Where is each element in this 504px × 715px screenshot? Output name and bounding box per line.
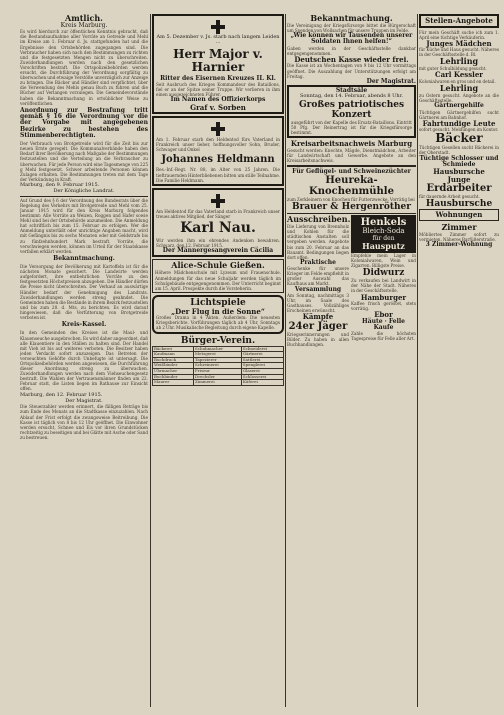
col1-office-a: Der Königliche Landrat.	[53, 188, 115, 195]
wohnungen-title: Wohnungen	[419, 209, 499, 221]
table-row: Uhrmacher Friseur Glaserei	[153, 368, 284, 374]
body-text: Für mein Geschäft suche ich zum 1. April eine tüchtige Verkäuferin.	[419, 29, 499, 40]
ausschreiben-title: Ausschreiben.	[287, 214, 351, 225]
didwuri-title: Didwurz	[362, 268, 405, 279]
kaufe-title: Kaufe	[373, 324, 394, 332]
kaempfe-title: Kämpfe	[302, 312, 334, 322]
body-text: Empfehle mein Lager in Kolonialwaren, Wein und Zigarren. Billigste Preise.	[351, 253, 416, 269]
ad1-name: Herr Major v. Harnier	[173, 46, 263, 74]
divider	[287, 165, 416, 167]
lehrling-b-title: Lehrling	[439, 83, 479, 94]
body-text: Es wird hierdurch zur öffentlichen Kenntnis gebracht, daß die Bestandsaufnahme aller Vorräte an Getreide und Mehl im Kreise am 1. Februar d. Js. stattgefunden hat und die Ergebnisse den Ortsbehörden zugegangen sind. Die Verbraucher haben sich nach den Bestimmungen zu richten und die festgesetzten Mengen nicht zu überschreiten. Zuwiderhandlungen werden nach den gesetzlichen Vorschriften bestraft. Die Ortspolizeibehörden werden ersucht, die Durchführung der Verordnung sorgfältig zu überwachen und etwaige Verstöße unverzüglich zur Anzeige zu bringen. Die Bäcker und Händler sind verpflichtet, über die Verwendung des Mehls genau Buch zu führen und die Bücher auf Verlangen vorzulegen. Die Gemeindevorstände haben die Bekanntmachung in ortsüblicher Weise zu veröffentlichen.	[20, 29, 148, 106]
bottom-title: Bürger-Verein.	[180, 335, 256, 346]
column-4	[419, 14, 499, 707]
body-text: In den Gemeinden des Kreises ist die Maul- und Klauenseuche ausgebrochen. Es wird daher angeordnet, daß alle Klauentiere in den Ställen zu halten sind. Der Handel mit Vieh ist bis auf weiteres verboten. Die Besitzer haben jeden Verdacht sofort anzuzeigen. Das Betreten der verseuchten Gehöfte durch Unbefugte ist untersagt. Die Ortspolizeibehörden werden angewiesen, die Durchführung dieser Anordnung streng zu überwachen. Zuwiderhandlungen werden nach dem Viehseuchengesetz bestraft. Die Wahlen der Vertrauensmänner finden am 22. Februar statt, die Listen liegen im Rathause zur Einsicht offen.	[20, 330, 148, 392]
concert-ad	[287, 85, 416, 138]
body-text: für Küche und Haus gesucht. Näheres in der Geschäftsstelle d. Bl.	[419, 47, 499, 58]
table-row: Kaufmann Metzgerei Gärtnerei	[153, 352, 284, 358]
haeutfelle-title: Häute · Felle	[362, 317, 405, 325]
col1-headline: Anordnung zur Bestrafung tritt gemäß § 16 die Verordnung vor die der Vorgabe mit angegebenen Bezirke zu bestehen des Stimmenberechtigten.	[20, 106, 148, 139]
zimmer-title: Zimmer	[441, 221, 477, 232]
column-2	[152, 14, 284, 707]
body-text: Der Verbrauch von Brotgetreide wird für die Zeit bis zur neuen Ernte geregelt. Die Kommunalverbände haben den Bedarf ihrer Bevölkerung nach Maßgabe der Bestimmungen festzustellen und die Verteilung an die Verbraucher zu überwachen. Für jede Person wird eine Tagesmenge von 225 g Mehl festgesetzt. Schwer arbeitende Personen können Zulagen erhalten. Die Bestimmungen treten mit dem Tage der Verkündung in Kraft.	[20, 141, 148, 182]
body-text: Kolonialwaren en gros und en detail.	[419, 78, 496, 84]
body-text: Die Vereinigung der Kriegsfürsorge bittet die Bürgerschaft um Spenden von Wollsachen für unsere Truppen im Felde.	[287, 23, 416, 34]
col1-date-a: Marburg, den 9. Februar 1915.	[20, 181, 100, 188]
body-text: Geschenke für unsere Krieger im Felde empfiehlt in großer Auswahl das Kaufhaus am Markt.	[287, 266, 349, 287]
body-text: für dauernde Arbeit gesucht.	[419, 194, 480, 200]
body-text: Wir werden ihm ein ehrendes Andenken bewahren. Schwarz, den 12. Februar 1915.	[156, 237, 280, 249]
col1-office-c: Der Magistrat.	[65, 397, 103, 404]
iron-cross-icon	[211, 122, 225, 136]
body-text: Die Kasse ist an Wochentagen von 9 bis 12 Uhr vormittags geöffnet. Die Auszahlung der Unterstützungen erfolgt am Freitag.	[287, 63, 416, 79]
col3-head: Bekanntmachung.	[310, 14, 393, 23]
ad3-sub: Der Männergesangverein Cäcilia	[162, 247, 274, 255]
lehrling-a-title: Lehrling	[439, 56, 479, 67]
body-text: Die Lieferung von Brennholz und Kohlen für die städtischen Anstalten soll vergeben werden. Angebote bis zum 20. Februar an das Bauamt. Bedingungen liegen dort offen.	[287, 224, 349, 260]
body-text: mit guter Schulbildung gesucht.	[419, 66, 487, 72]
col3-slogan: „Wie können wir Tausenden unserer Soldaten Ihnen helfen!“	[290, 32, 413, 46]
ad5-sub: „Der Flug in die Sonne“	[171, 306, 265, 316]
body-text: ausgeführt von der Kapelle des Ersatz-Bataillons. Eintritt 50 Pfg. Der Reinertrag ist für die Kriegsfürsorge bestimmt.	[291, 119, 412, 135]
col3-signed: Der Magistrat.	[366, 77, 416, 85]
body-text: Auf Grund des § 6 der Verordnung des Bundesrats über die Regelung des Verkehrs mit Brotgetreide und Mehl vom 25. Januar 1915 wird für den Kreis Marburg folgendes bestimmt: Alle Vorräte an Weizen, Roggen und Hafer sowie Mehl sind bei der Ortsbehörde anzumelden. Die Anmeldung hat schriftlich bis zum 15. Februar zu erfolgen. Wer die Anmeldung unterläßt oder unrichtige Angaben macht, wird mit Gefängnis bis zu sechs Monaten oder mit Geldstrafe bis zu fünfzehnhundert Mark bestraft. Vorräte, die verschwiegen werden, können im Urteil für der Staatskasse verfallen erklärt werden.	[20, 197, 148, 254]
cinema-ad	[152, 295, 284, 334]
body-text: Zahle die höchsten Tagespreise für Felle aller Art.	[351, 331, 416, 342]
obituary-heldmann	[152, 116, 284, 186]
concert-small: Stadtsäle	[335, 87, 368, 95]
ad1-sub: Ritter des Eisernen Kreuzes II. Kl.	[160, 74, 276, 82]
column-1	[20, 14, 148, 707]
body-text: Höhere Mädchenschule mit Lyzeum und Frauenschule. Anmeldungen für das neue Schuljahr werden täglich im Schulgebäude entgegengenommen. Der Unterricht beginnt am 15. April. Prospekte durch die Vorsteherin.	[155, 270, 281, 291]
ad5-title: Lichtspiele	[190, 297, 246, 308]
col1-subtitle: Kreis Marburg.	[60, 22, 108, 29]
body-text: zum Zerkleinern von Knochen für Futterzwecke. Vorrätig bei	[287, 197, 415, 203]
ausschreiben-block	[287, 215, 349, 347]
henkels-a: Henkels	[360, 217, 407, 229]
ad1-top: Am 5. Dezember v. Js. starb nach langem Leiden ...	[156, 34, 280, 46]
table-row: Weißbinder Schreinerei Spenglerei	[153, 363, 284, 369]
ad3-name: Karl Nau.	[180, 219, 256, 236]
hausburiche-title: Hausbursche	[425, 199, 493, 210]
body-text: Res.-Inf.-Regt. Nr. 88, im Alter von 25 Jahren. Die tieftrauernden Hinterbliebenen bitten um stille Teilnahme. Die Familie Heldmann.	[156, 167, 280, 183]
body-text: Tüchtigen Gesellen sucht Bäckerei in der Oberstadt.	[419, 145, 499, 156]
junge-title: Junge	[447, 174, 471, 184]
body-text: Am Sonntag, nachmittags 3 Uhr, im Saale des Gasthauses. Vollzähliges Erscheinen erwünscht.	[287, 292, 349, 314]
henkels-c: für den	[372, 234, 395, 242]
ebor-title: Ebor	[374, 310, 393, 320]
kessler-title: Carl Kessler	[435, 70, 483, 80]
praktische-title: Praktische	[300, 258, 336, 266]
brauer-title: Brauer & Hergenröther	[291, 202, 412, 213]
ad1-sign-b: Graf v. Sorben	[190, 102, 246, 112]
table-row: Maurer Zimmerei Küferei	[153, 380, 284, 386]
body-text: Zu verkaufen bei Landwirt in der Nähe der Stadt. Näheres in der Geschäftsstelle.	[351, 278, 416, 294]
divider	[20, 196, 148, 197]
body-text: sofort gesucht. Meldungen im Kontor.	[419, 127, 499, 133]
body-text: Gesucht werden: Knechte, Mägde, Dienstmädchen, Arbeiter für Landwirtschaft und Gewerbe. Angebote an den Kreisarbeitsnachweis.	[287, 147, 416, 163]
body-text: Gaben werden in der Geschäftsstelle dankbar entgegengenommen.	[287, 45, 416, 56]
maedchen-title: Junges Mädchen	[426, 38, 492, 48]
col1-section-b: Bekanntmachung.	[53, 254, 115, 262]
erdarbeiter-title: Erdarbeiter	[426, 183, 492, 195]
body-text: Möbliertes Zimmer sofort zu vermieten. Näheres Barfüßerstraße.	[419, 231, 499, 242]
col1-section-c: Kreis-Kassel.	[61, 321, 107, 329]
concert-info: Sonntag, den 14. Februar, abends 8 Uhr.	[299, 93, 404, 100]
zimmer-wohnung-title: 3 Zimmer-Wohnung	[425, 240, 493, 248]
gefluegel-title: Für Geflügel- und Schweinezüchter	[292, 167, 411, 175]
table-row: Bäckerei Schuhmacher Schneiderei	[153, 346, 284, 352]
fahrende-title: Fahrtundige Leute	[422, 118, 496, 128]
body-text: zu Ostern gesucht. Angebote an die Geschäftsstelle.	[419, 93, 499, 104]
ad-row	[287, 215, 416, 347]
heureka-title: Heureka-Knochenmühle	[309, 175, 394, 198]
nachweis-title: Kreisarbeitsnachweis Marburg	[290, 139, 413, 149]
body-text: Am Heldentod für das Vaterland starb in Frankreich unser treues aktives Mitglied, der Sänger	[156, 208, 280, 219]
body-text: Seit Ausbruch des Krieges Kommandeur des Bataillons, fiel er an der Spitze seiner Truppe. Wir verlieren in ihm einen ausgezeichneten Führer.	[156, 82, 280, 98]
gaertner-title: Gärtnergehilfe	[434, 102, 484, 110]
table-row: Buchbinder Drechsler Schlosserei	[153, 374, 284, 380]
ad1-sign-a: Im Namen des Offizierkorps	[170, 96, 266, 104]
column-rule	[285, 14, 286, 707]
jaeger-title: 24er Jäger	[288, 320, 348, 332]
backer-title: Bäcker	[435, 131, 483, 146]
body-text: Kaffee frisch geröstet, stets vorrätig.	[351, 301, 416, 312]
member-table	[152, 346, 284, 386]
henkels-d: Hausputz	[362, 241, 405, 251]
ad2-name: Johannes Heldmann	[161, 154, 275, 166]
body-text: Die Steuerzahler werden erinnert, die fälligen Beträge bis zum Ende des Monats an die Stadtkasse einzuzahlen. Nach Ablauf der Frist erfolgt die zwangsweise Beitreibung. Die Kasse ist täglich von 8 bis 12 Uhr geöffnet. Die Einwohner werden ersucht, Schnee und Eis vor ihren Grundstücken rechtzeitig zu beseitigen und bei Glätte mit Asche oder Sand zu bestreuen.	[20, 404, 148, 440]
versammlung-title: Versammlung	[294, 285, 342, 293]
column-3	[287, 14, 416, 707]
body-text: Die Versorgung der Bevölkerung mit Kartoffeln ist für die nächsten Monate gesichert. Die Landwirte werden aufgefordert, ihre entbehrlichen Vorräte zu den festgesetzten Höchstpreisen abzugeben. Die Händler dürfen die Preise nicht überschreiten. Der Verkauf an auswärtige Händler bedarf der Genehmigung des Landrats. Zuwiderhandlungen werden streng geahndet. Die Gemeinden haben die Bestände in ihrem Bezirk festzustellen und bis zum 20. d. Mts. zu berichten. Es wird darauf hingewiesen, daß die Verfütterung von Brotgetreide verboten ist.	[20, 264, 148, 321]
col1-date-c: Marburg, den 12. Februar 1915.	[20, 391, 103, 398]
ad4-title: Alice-Schule Gießen.	[171, 260, 265, 271]
stellen-title: Stellen-Angebote	[419, 14, 499, 28]
henkels-ad	[351, 215, 416, 253]
iron-cross-icon	[211, 194, 225, 208]
school-ad	[152, 259, 284, 292]
table-row: Buchdruck Tapezierer Sattlerei	[153, 357, 284, 363]
obituary-nau	[152, 188, 284, 258]
body-text: Großes Drama in 4 Akten. Außerdem: Die neuesten Kriegsberichte. Vorführungen täglich ab 4 Uhr, Sonntags ab 2 Uhr. Musikalische Begleitung durch eigene Kapelle.	[156, 315, 280, 331]
obituary-harnier	[152, 14, 284, 114]
hausbursche-title: Hausbursche	[433, 167, 485, 177]
col1-title: Amtlich.	[65, 14, 103, 23]
hamburger-title: Hamburger	[360, 292, 407, 302]
iron-cross-icon	[211, 20, 225, 34]
zeile-a-title: Tüchtige Schlosser und Schmiede	[419, 154, 499, 168]
body-text: Tüchtigen Gärtnergehilfen sucht Gärtnerei am Bahnhof.	[419, 109, 499, 120]
body-text: Am 1. Februar starb den Heldentod fürs Vaterland in Frankreich unser lieber, hoffnungsvoller Sohn, Bruder, Schwager und Onkel	[156, 137, 280, 153]
column-rule	[417, 14, 418, 707]
henkels-b: Bleich-Soda	[362, 227, 405, 236]
right-ad-stack	[351, 215, 416, 347]
body-text: Kriegserinnerungen und Bilder. Zu haben in allen Buchhandlungen.	[287, 331, 349, 347]
column-rule	[150, 14, 151, 707]
concert-title: Großes patriotisches Konzert	[298, 99, 405, 120]
col3-kassel: Deutschen Kasse wieder frei.	[294, 54, 409, 64]
